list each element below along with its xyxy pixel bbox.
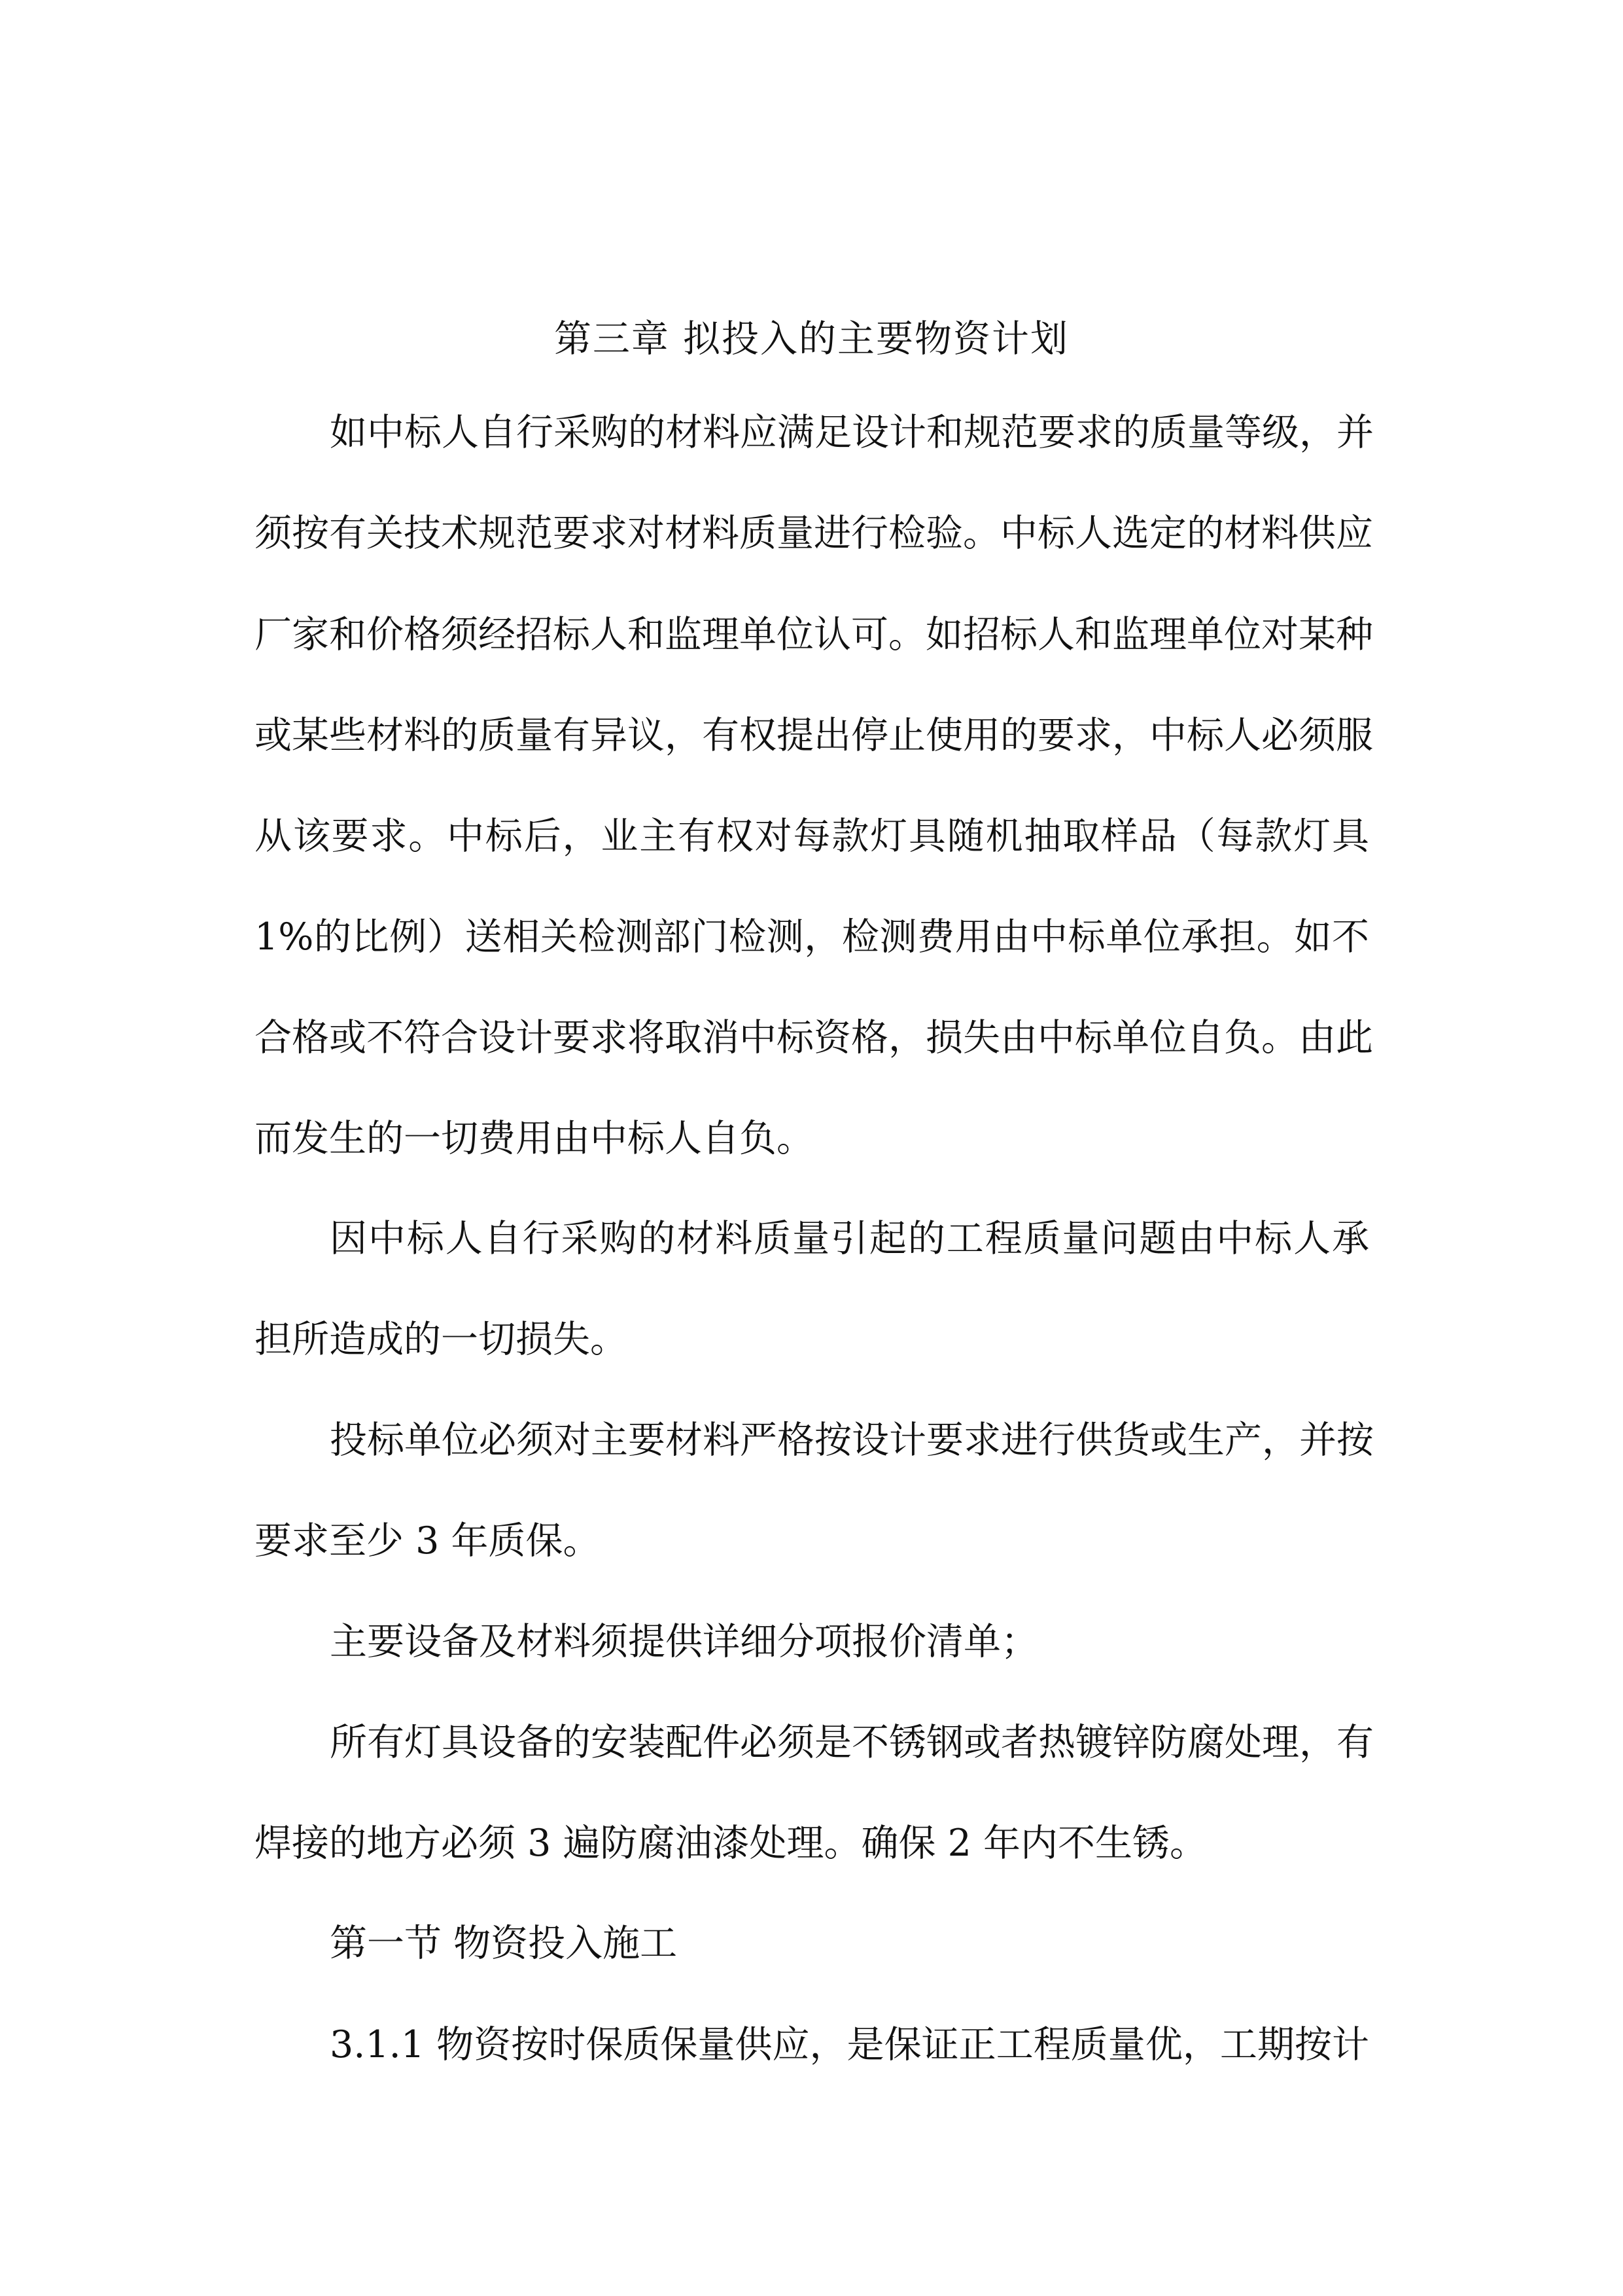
paragraph-3-line-1: 投标单位必须对主要材料严格按设计要求进行供货或生产，并按 xyxy=(330,1419,1374,1462)
paragraph-1-line-6: 1%的比例）送相关检测部门检测，检测费用由中标单位承担。如不 xyxy=(254,915,1369,959)
paragraph-1-line-8: 而发生的一切费用由中标人自负。 xyxy=(254,1117,814,1160)
paragraph-5-line-1: 所有灯具设备的安装配件必须是不锈钢或者热镀锌防腐处理，有 xyxy=(330,1721,1374,1764)
paragraph-1-line-2: 须按有关技术规范要求对材料质量进行检验。中标人选定的材料供应 xyxy=(254,512,1373,555)
section-heading: 第一节 物资投入施工 xyxy=(330,1922,678,1965)
paragraph-1-line-4: 或某些材料的质量有异议，有权提出停止使用的要求，中标人必须服 xyxy=(254,714,1373,757)
paragraph-1-line-5: 从该要求。中标后，业主有权对每款灯具随机抽取样品（每款灯具 xyxy=(254,815,1369,858)
paragraph-3-line-2: 要求至少 3 年质保。 xyxy=(254,1519,601,1563)
paragraph-4-line-1: 主要设备及材料须提供详细分项报价清单； xyxy=(330,1620,1038,1663)
paragraph-1-line-3: 厂家和价格须经招标人和监理单位认可。如招标人和监理单位对某种 xyxy=(254,613,1373,656)
chapter-title: 第三章 拟投入的主要物资计划 xyxy=(553,317,1070,361)
paragraph-1-line-1: 如中标人自行采购的材料应满足设计和规范要求的质量等级，并 xyxy=(330,411,1374,454)
paragraph-6-line-1: 3.1.1 物资按时保质保量供应，是保证正工程质量优，工期按计 xyxy=(330,2023,1369,2066)
paragraph-5-line-2: 焊接的地方必须 3 遍防腐油漆处理。确保 2 年内不生锈。 xyxy=(254,1822,1208,1865)
paragraph-2-line-1: 因中标人自行采购的材料质量引起的工程质量问题由中标人承 xyxy=(330,1217,1369,1260)
paragraph-2-line-2: 担所造成的一切损失。 xyxy=(254,1318,627,1361)
paragraph-1-line-7: 合格或不符合设计要求将取消中标资格，损失由中标单位自负。由此 xyxy=(254,1016,1373,1059)
